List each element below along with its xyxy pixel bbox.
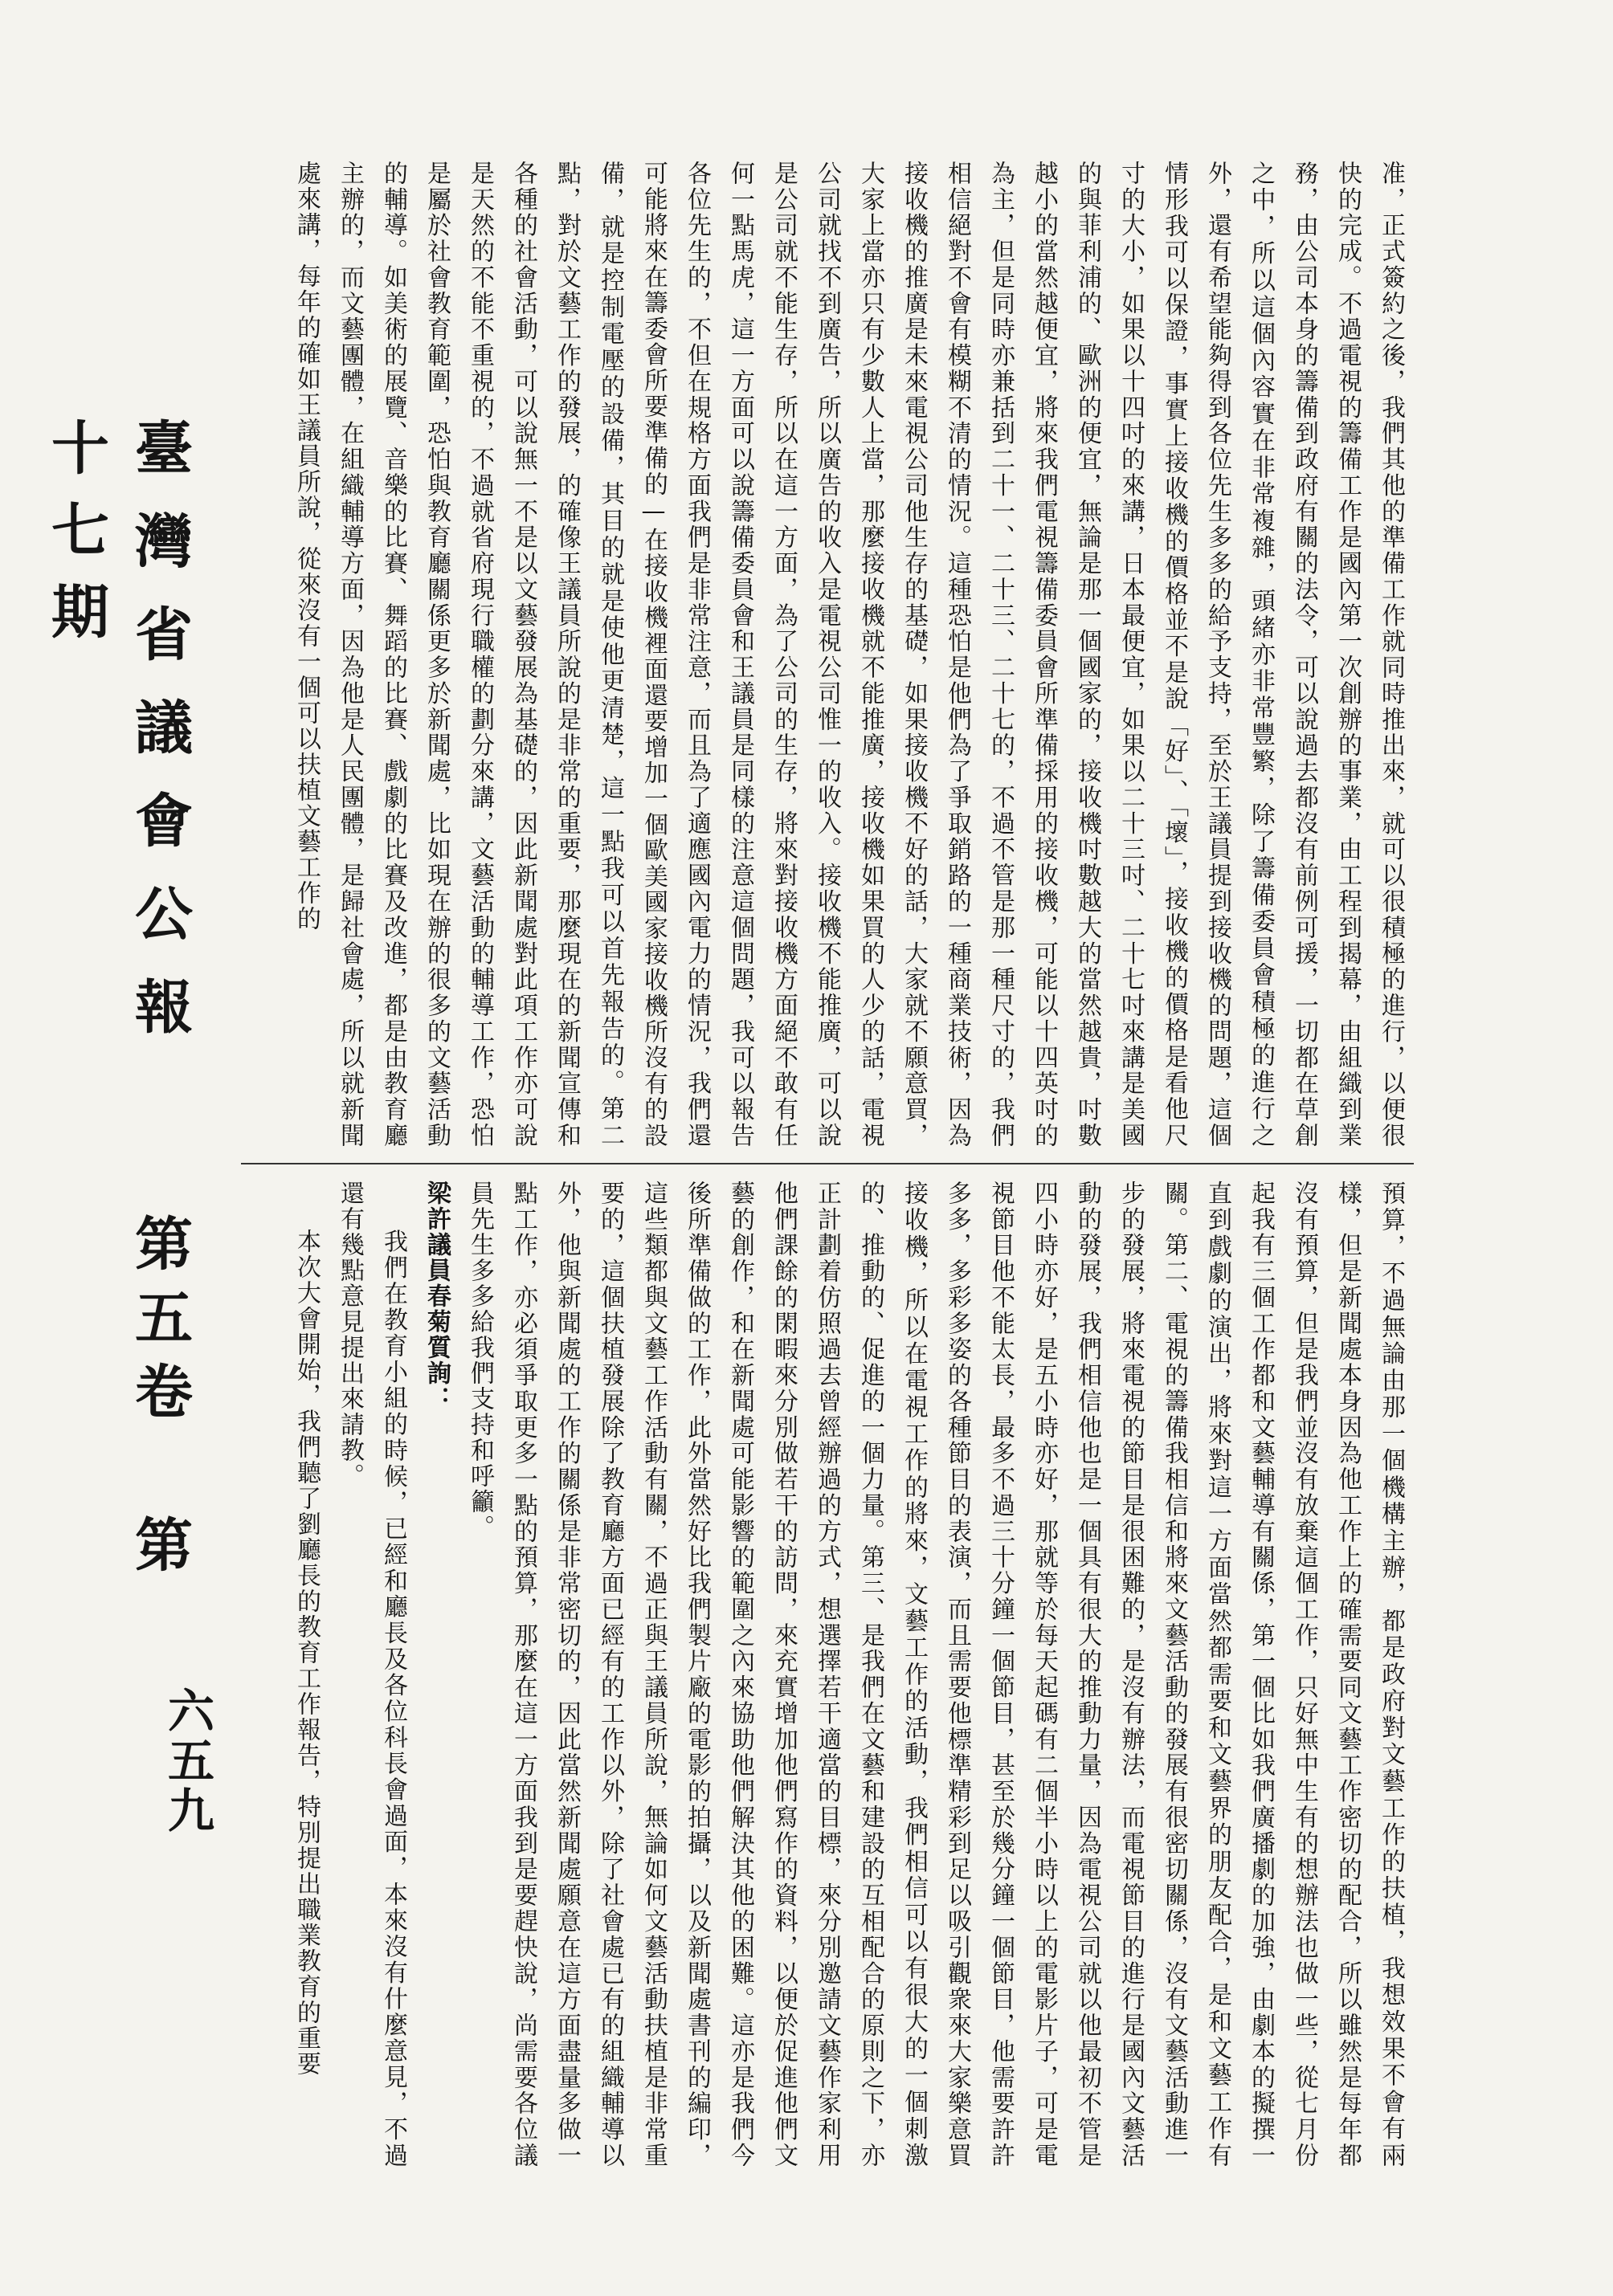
top-paragraph: 准，正式簽約之後，我們其他的準備工作就同時推出來，就可以很積極的進行，以便很快的完成。不過電視的籌備工作是國內第一次創辦的事業，由工程到揭幕，由組織到業務，由公司本身的籌備到政府有關的法令，可以說過去都沒有前例可援，一切都在草創之中，所以這個內容實在非常複雜，頭緒亦非常豐繁，除了籌備委員會積極的進行之外，還有希望能夠得到各位先生多多的給予支持，至於王議員提到接收機的問題，這個情形我可以保證，事實上接收機的價格並不是說「好」、「壞」，接收機的價格是看他尺寸的大小，如果以十四吋的來講，日本最便宜，如果以二十三吋、二十七吋來講是美國的與菲利浦的、歐洲的便宜，無論是那一個國家的，接收機吋數越大的當然越貴，吋數越小的當然越便宜，將來我們電視籌備委員會所準備採用的接收機，可能以十四英吋的為主，但是同時亦兼括到二十一、二十三、二十七的，不過不管是那一種尺寸的，我們相信絕對不會有模糊不清的情況。這種恐怕是他們為了爭取銷路的一種商業技術，因為接收機的推廣是未來電視公司他生存的基礎，如果接收機不好的話，大家就不願意買，大家上當亦只有少數人上當，那麼接收機就不能推廣，接收機如果買的人少的話，電視公司就找不到廣告，所以廣告的收入是電視公司惟一的收入。接收機不能推廣，可以說是公司就不能生存，所以在這一方面，為了公司的生存，將來對接收機方面絕不敢有任何一點馬虎，這一方面可以說籌備委員會和王議員是同樣的注意這個問題，我可以報告各位先生的，不但在規格方面我們是非常注意，而且為了適應國內電力的情況，我們還可能將來在籌委會所要準備的—在接收機裡面還要增加一個歐美國家接收機所沒有的設備，就是控制電壓的設備，其目的就是使他更清楚，這一點我可以首先報告的。第二點，對於文藝工作的發展，的確像王議員所說的是非常的重要，那麼現在的新聞宣傳和各種的社會活動，可以說無一不是以文藝發展為基礎的，因此新聞處對此項工作亦可說是天然的不能不重視的，不過就省府現行職權的劃分來講，文藝活動的輔導工作，恐怕是屬於社會教育範圍，恐怕與教育廳關係更多於新聞處，比如現在辦的很多的文藝活動的輔導。如美術的展覽、音樂的比賽、舞蹈的比賽、戲劇的比賽及改進，都是由教育廳主辦的，而文藝團體，在組織輔導方面，因為他是人民團體，是歸社會處，所以就新聞處來講，每年的確如王議員所說，從來沒有一個可以扶植文藝工作的 xyxy=(292,161,1405,1148)
volume-label: 第五卷 xyxy=(125,1213,194,1435)
page-number: 六五九 xyxy=(160,1686,214,1836)
section-divider xyxy=(241,1163,1414,1164)
issue-label: 第十七期 xyxy=(42,418,194,1597)
bottom-paragraph: 預算，不過無論由那一個機構主辦，都是政府對文藝工作的扶植，我想效果不會有兩樣，但是新聞處本身因為他工作上的確需要同文藝工作密切的配合，所以雖然是每年都沒有預算，但是我們並沒有放棄這個工作，只好無中生有的想辦法也做一些，從七月份起我有三個工作都和文藝輔導有關係，第一個比如我們廣播劇的加強，由劇本的擬撰一直到戲劇的演出，將來對這一方面當然都需要和文藝界的朋友配合，是和文藝工作有關。第二、電視的籌備我相信和將來文藝活動的發展有很密切關係，沒有文藝活動進一步的發展，將來電視的節目是很困難的，是沒有辦法，而電視節目的進行是國內文藝活動的發展，我們相信他也是一個具有很大的推動力量，因為電視公司就以他最初不管是四小時亦好，是五小時亦好，那就等於每天起碼有二個半小時以上的電影片子，可是電視節目他不能太長，最多不過三十分鐘一個節目，甚至於幾分鐘一個節目，他需要許許多多，多彩多姿的各種節目的表演，而且需要他標準精彩到足以吸引觀衆來大家樂意買接收機，所以在電視工作的將來，文藝工作的活動，我們相信可以有很大的一個刺激的、推動的、促進的一個力量。第三、是我們在文藝和建設的互相配合的原則之下，亦正計劃着仿照過去曾經辦過的方式，想選擇若干適當的目標，來分別邀請文藝作家利用他們課餘的閑暇來分別做若干的訪問，來充實增加他們寫作的資料，以便於促進他們文藝的創作，和在新聞處可能影響的範圍之內來協助他們解決其他的困難。這亦是我們今後所準備做的工作，此外當然好比我們製片廠的電影的拍攝，以及新聞處書刊的編印，這些類都與文藝工作活動有關，不過正與王議員所說，無論如何文藝活動扶植是非常重要的，這個扶植發展除了教育廳方面已經有的工作以外，除了社會處已有的組織輔導以外，他與新聞處的工作的關係是非常密切的，因此當然新聞處願意在這方面盡量多做一點工作，亦必須爭取更多一點的預算，那麼在這一方面我到是要趕快說，尚需要各位議員先生多多給我們支持和呼籲。 xyxy=(466,1181,1405,2168)
speaker-paragraph-1: 我們在教育小組的時候，已經和廳長及各位科長會過面，本來沒有什麼意見，不過還有幾點意見提出來請教。 xyxy=(336,1181,407,2168)
page-header xyxy=(42,418,201,1622)
speaker-paragraph-2: 本次大會開始，我們聽了劉廳長的教育工作報告，特別提出職業教育的重要 xyxy=(292,1229,321,2077)
top-text-block xyxy=(247,161,1412,1148)
speaker-label: 梁許議員春菊質詢： xyxy=(423,1181,451,1412)
bottom-text-block xyxy=(247,1181,1412,2168)
gazette-title: 臺灣省議會公報 xyxy=(125,418,194,1070)
